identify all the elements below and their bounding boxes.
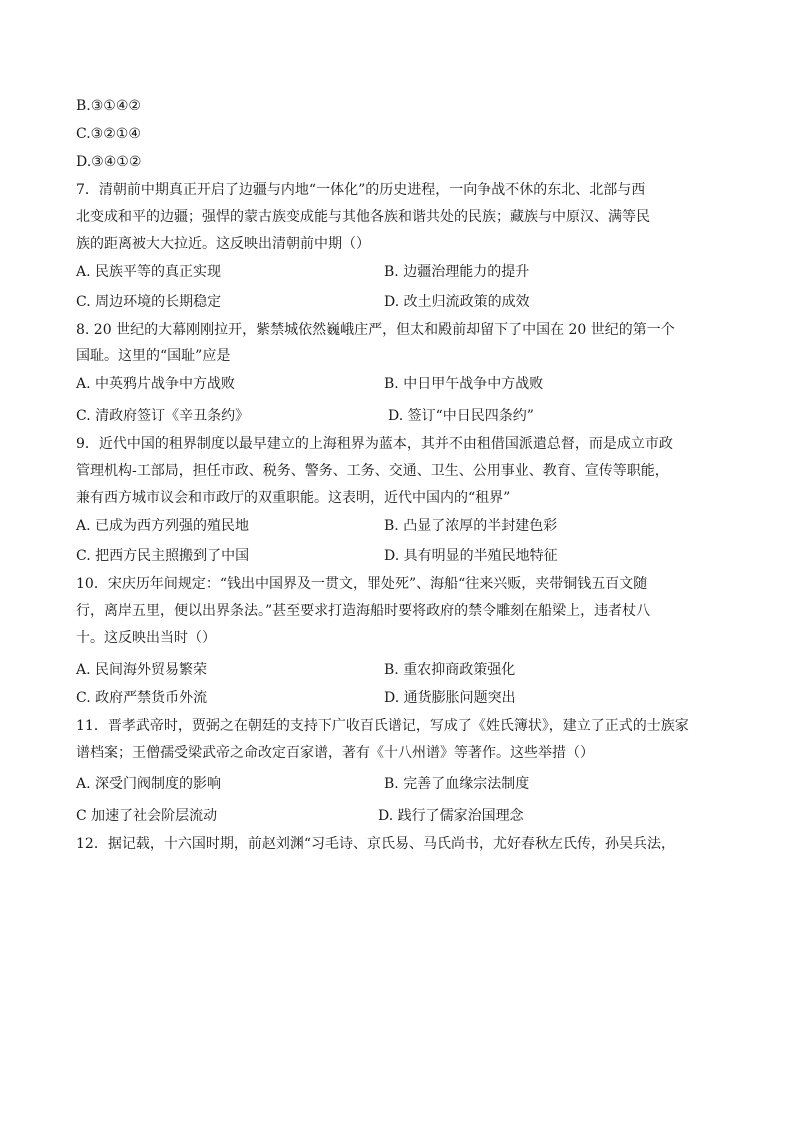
q7-stem-line-2: 北变成和平的边疆；强悍的蒙古族变成能与其他各族和谐共处的民族；藏族与中原汉、满等民 [76,209,650,225]
q9-stem-line-1: 9．近代中国的租界制度以最早建立的上海租界为蓝本，其并不由租借国派遣总督，而是成立市政 [76,436,673,452]
prev-option-b: B.③①④② [76,98,141,114]
q9-option-d: D. 具有明显的半殖民地特征 [384,548,558,564]
q7-option-a: A. 民族平等的真正实现 [76,264,222,280]
prev-option-c: C.③②①④ [76,126,141,142]
q9-option-a: A. 已成为西方列强的殖民地 [76,518,250,534]
q12-stem-line-1: 12．据记载，十六国时期，前赵刘渊“习毛诗、京氏易、马氏尚书，尤好春秋左氏传，孙吴兵法， [76,836,675,852]
q9-option-b: B. 凸显了浓厚的半封建色彩 [384,518,558,534]
q10-option-b: B. 重农抑商政策强化 [384,662,516,678]
q7-option-d: D. 改土归流政策的成效 [384,294,530,310]
q8-option-c: C. 清政府签订《辛丑条约》 [76,408,250,424]
q11-option-d: D. 践行了儒家治国理念 [378,808,524,824]
prev-option-d: D.③④①② [76,154,142,170]
q11-option-c: C 加速了社会阶层流动 [76,808,218,824]
q8-option-b: B. 中日甲午战争中方战败 [384,376,544,392]
q11-option-a: A. 深受门阀制度的影响 [76,776,222,792]
q10-stem-line-3: 十。这反映出当时（） [76,630,216,646]
q9-stem-line-3: 兼有西方城市议会和市政厅的双重职能。这表明，近代中国内的“租界” [76,490,511,506]
q9-option-c: C. 把西方民主照搬到了中国 [76,548,250,564]
q10-option-d: D. 通货膨胀问题突出 [384,690,516,706]
q8-stem-line-2: 国耻。这里的“国耻”应是 [76,348,231,364]
q10-option-a: A. 民间海外贸易繁荣 [76,662,208,678]
q10-stem-line-2: 行，离岸五里，便以出界条法。”甚至要求打造海船时要将政府的禁令雕刻在船梁上，违者杖八 [76,603,651,619]
q9-stem-line-2: 管理机构-工部局，担任市政、税务、警务、工务、交通、卫生、公用事业、教育、宣传等职能， [76,463,669,479]
q7-option-c: C. 周边环境的长期稳定 [76,294,222,310]
q10-stem-line-1: 10．宋庆历年间规定：“钱出中国界及一贯文，罪处死”、海船“往来兴贩，夹带铜钱五百文随 [76,576,648,592]
q7-stem-line-1: 7．清朝前中期真正开启了边疆与内地“一体化”的历史进程，一向争战不休的东北、北部与西 [76,182,646,198]
q11-stem-line-1: 11．晋孝武帝时，贾弼之在朝廷的支持下广收百氏谱记，写成了《姓氏簿状》，建立了正式的士族家 [76,718,689,734]
q10-option-c: C. 政府严禁货币外流 [76,690,208,706]
q8-stem-line-1: 8. 20 世纪的大幕刚刚拉开，紫禁城依然巍峨庄严，但太和殿前却留下了中国在 20 世纪的第一个 [76,322,675,338]
q7-stem-line-3: 族的距离被大大拉近。这反映出清朝前中期（） [76,236,370,252]
q11-stem-line-2: 谱档案；王僧孺受梁武帝之命改定百家谱，著有《十八州谱》等著作。这些举措（） [76,745,594,761]
q11-option-b: B. 完善了血缘宗法制度 [384,776,530,792]
q7-option-b: B. 边疆治理能力的提升 [384,264,530,280]
q8-option-d: D. 签订“中日民四条约” [388,408,534,424]
q8-option-a: A. 中英鸦片战争中方战败 [76,376,236,392]
